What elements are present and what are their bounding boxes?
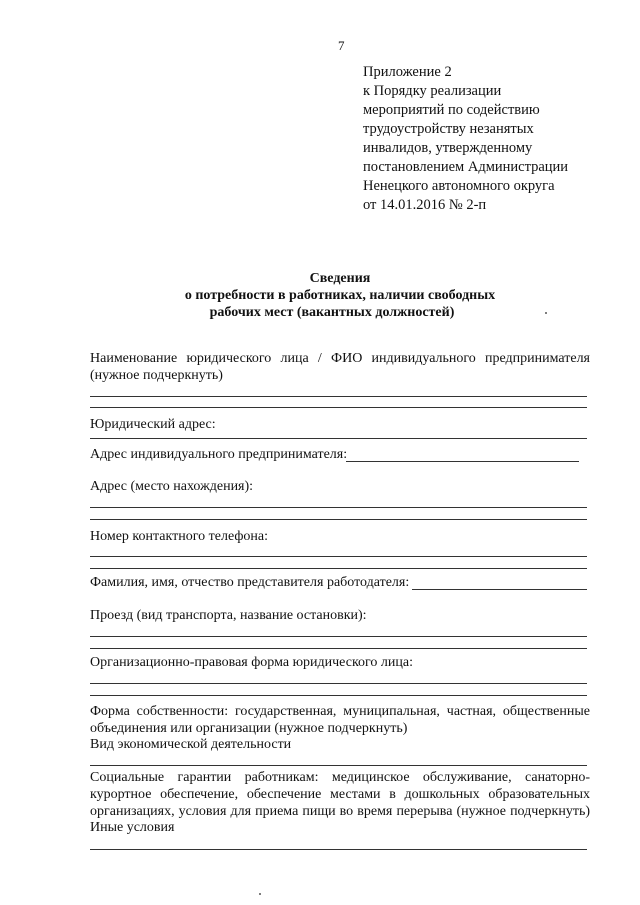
org-name-fill-line[interactable] bbox=[90, 407, 587, 408]
other-conditions-fill-line[interactable] bbox=[90, 849, 587, 850]
transport-label: Проезд (вид транспорта, название остановки): bbox=[90, 608, 367, 623]
title-line: рабочих мест (вакантных должностей) bbox=[209, 305, 455, 320]
legal-form-fill-line[interactable] bbox=[90, 683, 587, 684]
location-address-fill-line[interactable] bbox=[90, 519, 587, 520]
appendix-line: Ненецкого автономного округа bbox=[363, 178, 555, 194]
legal-address-fill-line[interactable] bbox=[90, 438, 587, 439]
social-guarantees-label: организациях, условия для приема пищи во время перерыва (нужное подчеркнуть) bbox=[90, 804, 590, 819]
ip-address-fill-line[interactable] bbox=[346, 461, 579, 462]
appendix-line: мероприятий по содействию bbox=[363, 102, 540, 118]
phone-fill-line[interactable] bbox=[90, 568, 587, 569]
representative-label: Фамилия, имя, отчество представителя работодателя: bbox=[90, 575, 410, 590]
economic-activity-label: Вид экономической деятельности bbox=[90, 737, 292, 752]
social-guarantees-label: Социальные гарантии работникам: медицинское обслуживание, санаторно- bbox=[90, 770, 590, 785]
ownership-hint: объединения или организации (нужное подчеркнуть) bbox=[90, 721, 408, 736]
appendix-line: трудоустройству незанятых bbox=[363, 121, 534, 137]
appendix-line: от 14.01.2016 № 2-п bbox=[363, 197, 487, 213]
legal-address-label: Юридический адрес: bbox=[90, 417, 216, 432]
ip-address-label: Адрес индивидуального предпринимателя: bbox=[90, 447, 348, 462]
phone-fill-line[interactable] bbox=[90, 556, 587, 557]
org-name-hint: (нужное подчеркнуть) bbox=[90, 368, 223, 383]
appendix-line: инвалидов, утвержденному bbox=[363, 140, 533, 156]
location-address-label: Адрес (место нахождения): bbox=[90, 479, 254, 494]
appendix-line: к Порядку реализации bbox=[363, 83, 502, 99]
legal-form-label: Организационно-правовая форма юридического лица: bbox=[90, 655, 414, 670]
transport-fill-line[interactable] bbox=[90, 636, 587, 637]
appendix-line: Приложение 2 bbox=[363, 64, 452, 80]
org-name-label: Наименование юридического лица / ФИО индивидуального предпринимателя bbox=[90, 351, 590, 366]
social-guarantees-label: курортное обеспечение, обеспечение местами в дошкольных образовательных bbox=[90, 787, 590, 802]
ownership-label: Форма собственности: государственная, муниципальная, частная, общественные bbox=[90, 704, 590, 719]
economic-activity-fill-line[interactable] bbox=[90, 765, 587, 766]
document-title bbox=[0, 270, 640, 321]
title-line: о потребности в работниках, наличии свободных bbox=[184, 288, 496, 303]
org-name-fill-line[interactable] bbox=[90, 396, 587, 397]
location-address-fill-line[interactable] bbox=[90, 507, 587, 508]
appendix-header bbox=[363, 63, 633, 215]
title-line: Сведения bbox=[309, 271, 371, 286]
appendix-line: постановлением Администрации bbox=[363, 159, 569, 175]
phone-label: Номер контактного телефона: bbox=[90, 529, 268, 544]
legal-form-fill-line[interactable] bbox=[90, 695, 587, 696]
scan-speck bbox=[545, 312, 547, 314]
transport-fill-line[interactable] bbox=[90, 648, 587, 649]
other-conditions-label: Иные условия bbox=[90, 820, 175, 835]
page-number: 7 bbox=[338, 38, 345, 53]
scan-speck bbox=[259, 893, 261, 895]
representative-fill-line[interactable] bbox=[412, 589, 587, 590]
